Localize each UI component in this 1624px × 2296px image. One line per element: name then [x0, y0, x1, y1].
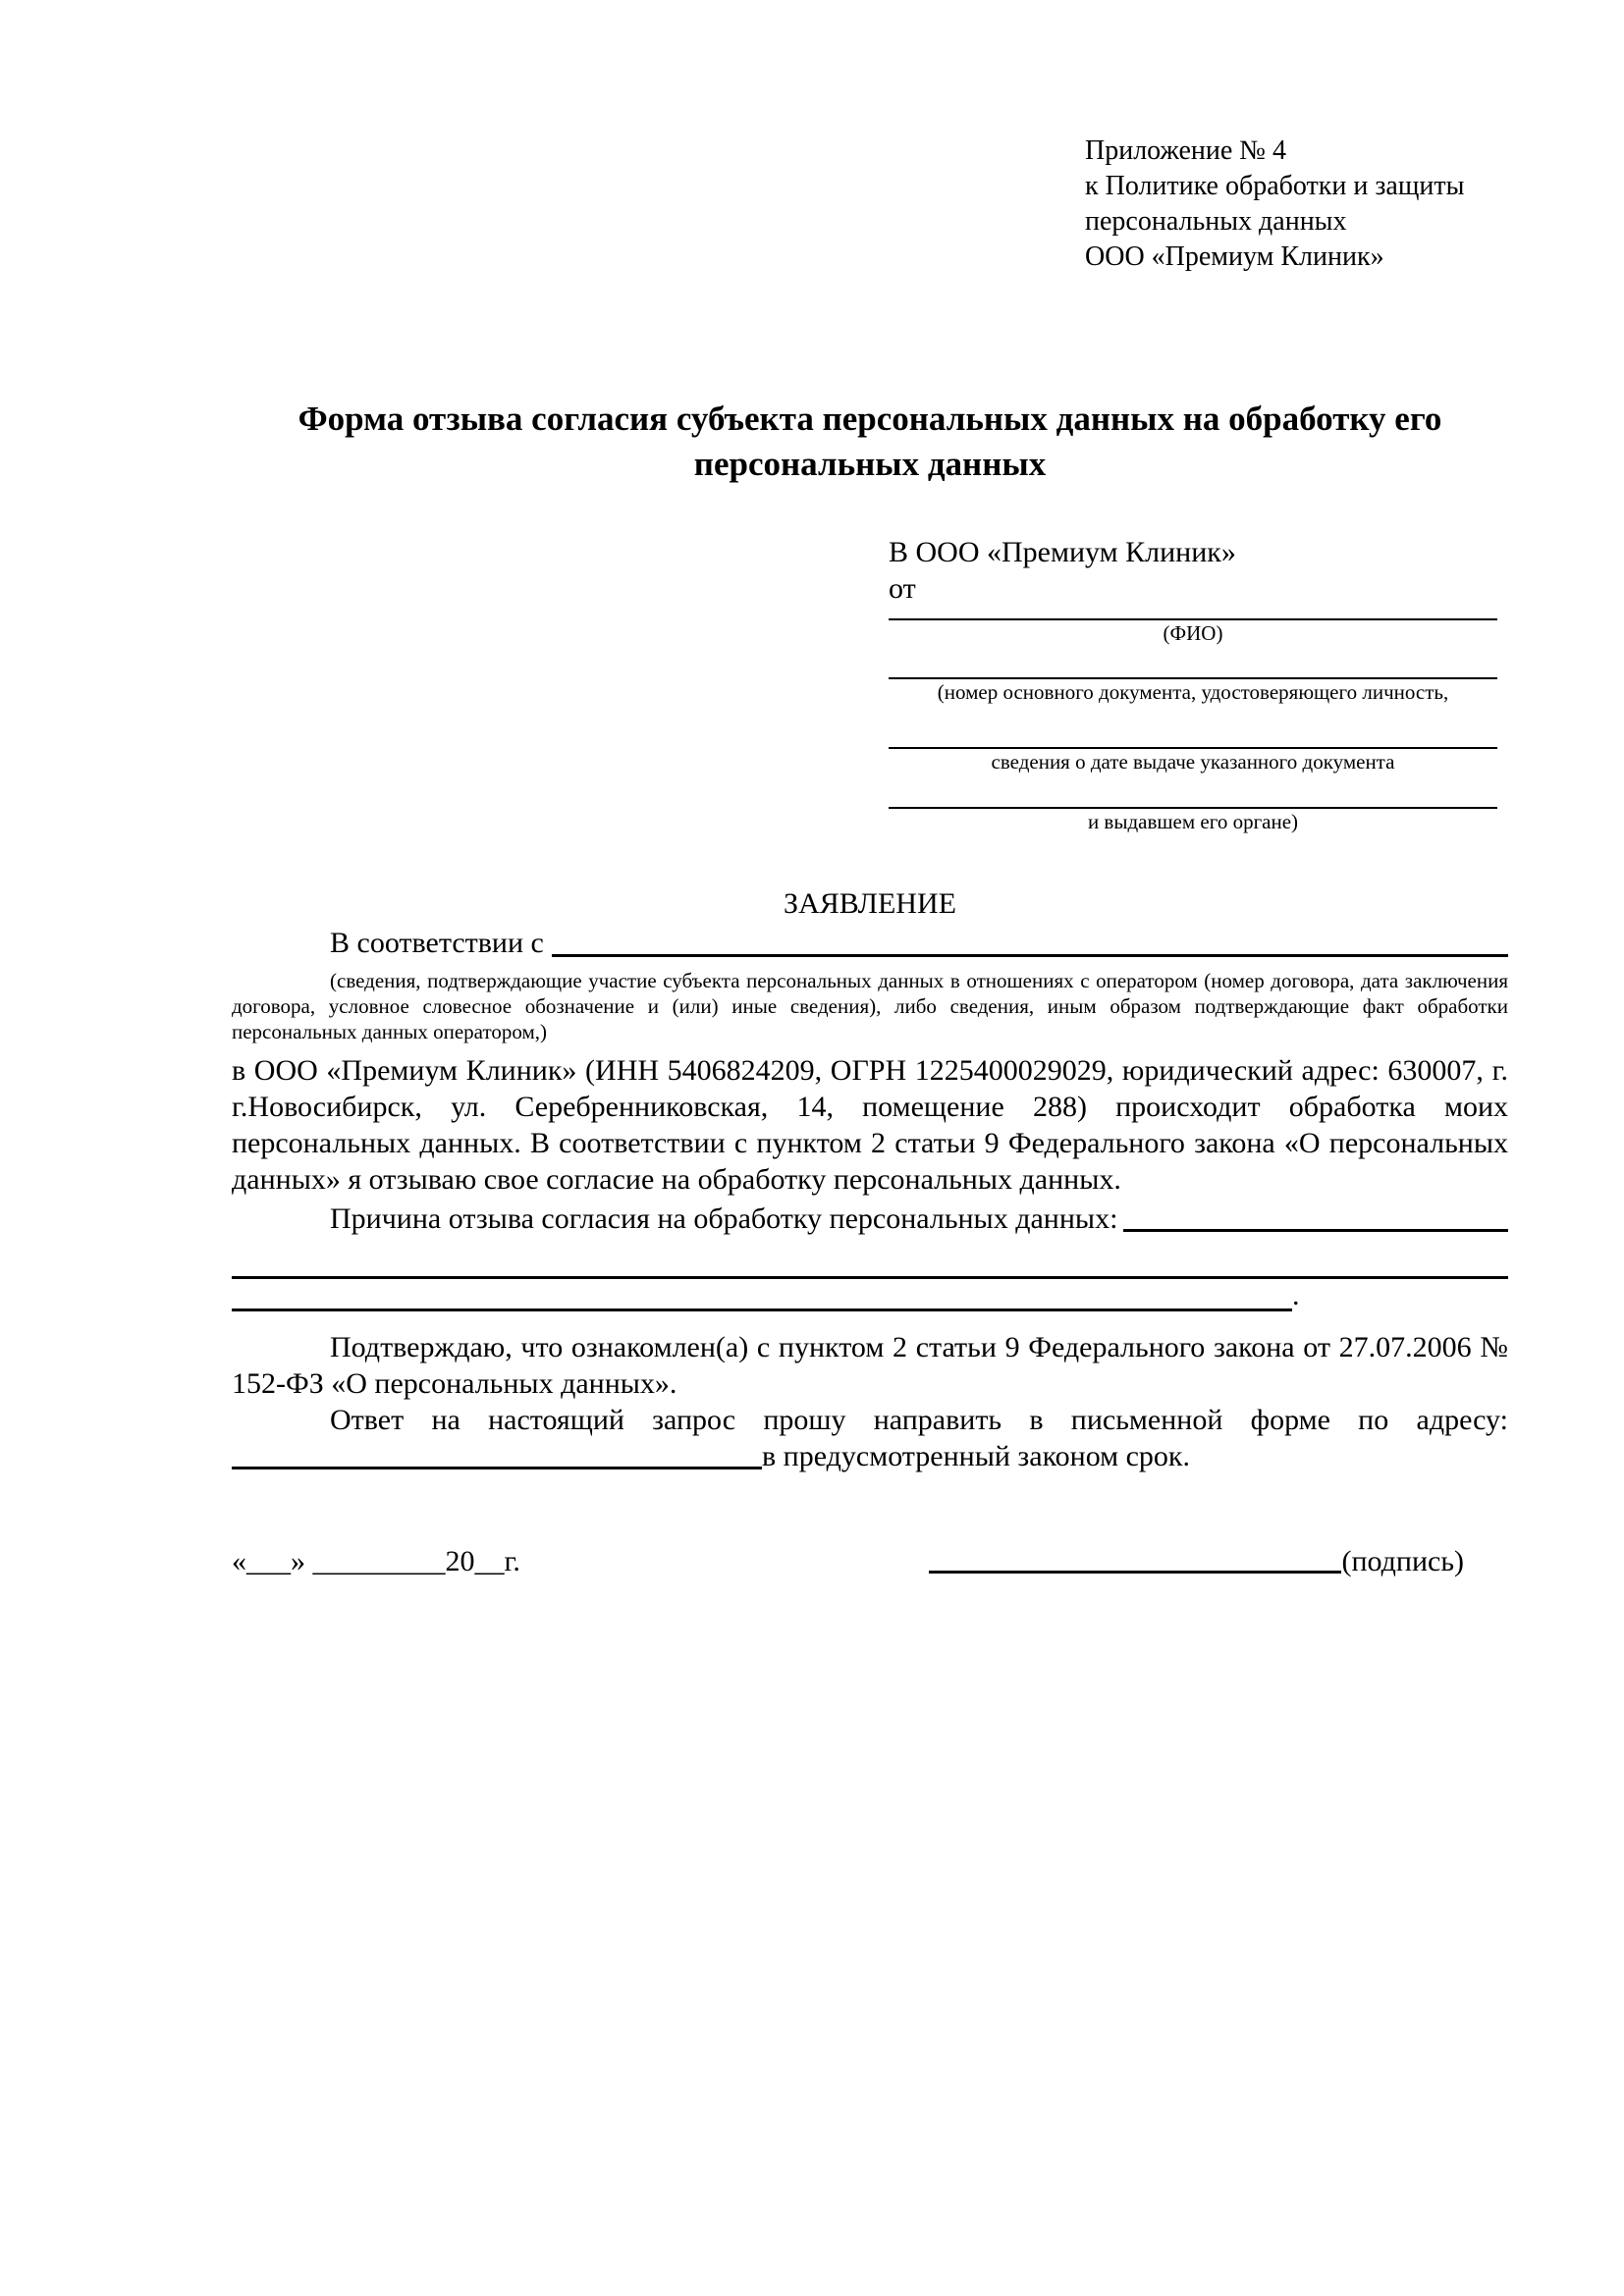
signature-group: [929, 1543, 1464, 1579]
issuer-blank-line: [889, 774, 1497, 809]
addressee-block: [889, 534, 1497, 834]
footer-row: [232, 1543, 1508, 1579]
reason-trailing-period: .: [1292, 1279, 1300, 1311]
statement-body: в ООО «Премиум Клиник» (ИНН 5406824209, ОГРН 1225400029029, юридический адрес: 630007, г. г.Новосибирск, ул. Серебренниковская, 14, помещение 288) происходит обработка моих персональных данных. В соответствии с пунктом 2 статьи 9 Федерального закона «О персональных данных» я отзываю свое согласие на обработку персональных данных.: [232, 1054, 1508, 1196]
fio-hint: (ФИО): [1163, 621, 1223, 645]
reason-label: Причина отзыва согласия на обработку персональных данных:: [330, 1202, 1118, 1235]
appendix-note-line: к Политике обработки и защиты: [1085, 171, 1465, 201]
document-number-blank-line: [889, 646, 1497, 679]
issuer-hint: и выдавшем его органе): [1087, 810, 1299, 833]
reply-address-row: [232, 1438, 1508, 1474]
reason-blank-line-3-rule: [232, 1279, 1292, 1311]
addressee-from-label: от: [889, 572, 916, 605]
appendix-note-line: персональных данных: [1085, 206, 1347, 237]
reason-blank-line-3: [232, 1279, 1508, 1311]
reason-blank-line: [1123, 1201, 1508, 1232]
appendix-note-line: Приложение № 4: [1085, 135, 1286, 166]
appendix-note-line: ООО «Премиум Клиник»: [1085, 241, 1384, 272]
issue-date-blank-line: [889, 705, 1497, 749]
fio-blank-line: [889, 607, 1497, 620]
document-number-hint: (номер основного документа, удостоверяющего личность,: [937, 680, 1449, 704]
statement-heading: ЗАЯВЛЕНИЕ: [784, 887, 956, 920]
reply-request-paragraph: Ответ на настоящий запрос прошу направить в письменной форме по адресу:: [330, 1404, 1508, 1436]
date-blank: «___» _________20__г.: [232, 1545, 520, 1577]
intro-footnote: (сведения, подтверждающие участие субъекта персональных данных в отношениях с оператором (номер договора, дата заключения договора, условное словесное обозначение и (или) иные сведения), либо сведения, иным образом подтверждающие факт обработки персональных данных оператором,): [232, 969, 1508, 1043]
intro-blank-line: [552, 925, 1508, 957]
appendix-note: [1085, 133, 1508, 275]
reply-suffix: в предусмотренный законом срок.: [762, 1440, 1190, 1472]
intro-prefix: В соответствии с: [330, 927, 544, 959]
issue-date-hint: сведения о дате выдаче указанного документа: [991, 750, 1395, 774]
intro-row: [232, 925, 1508, 962]
signature-hint: (подпись): [1341, 1545, 1464, 1577]
signature-blank-line: [929, 1571, 1341, 1574]
page-title: Форма отзыва согласия субъекта персональных данных на обработку его персональных данных: [298, 400, 1442, 483]
reason-blank-line-2: [232, 1251, 1508, 1279]
reply-address-blank-line: [232, 1438, 762, 1469]
confirmation-paragraph: Подтверждаю, что ознакомлен(а) с пунктом 2 статьи 9 Федерального закона от 27.07.2006 № 152-ФЗ «О персональных данных».: [232, 1331, 1508, 1400]
reason-row: [232, 1201, 1508, 1237]
addressee-to: В ООО «Премиум Клиник»: [889, 536, 1236, 568]
